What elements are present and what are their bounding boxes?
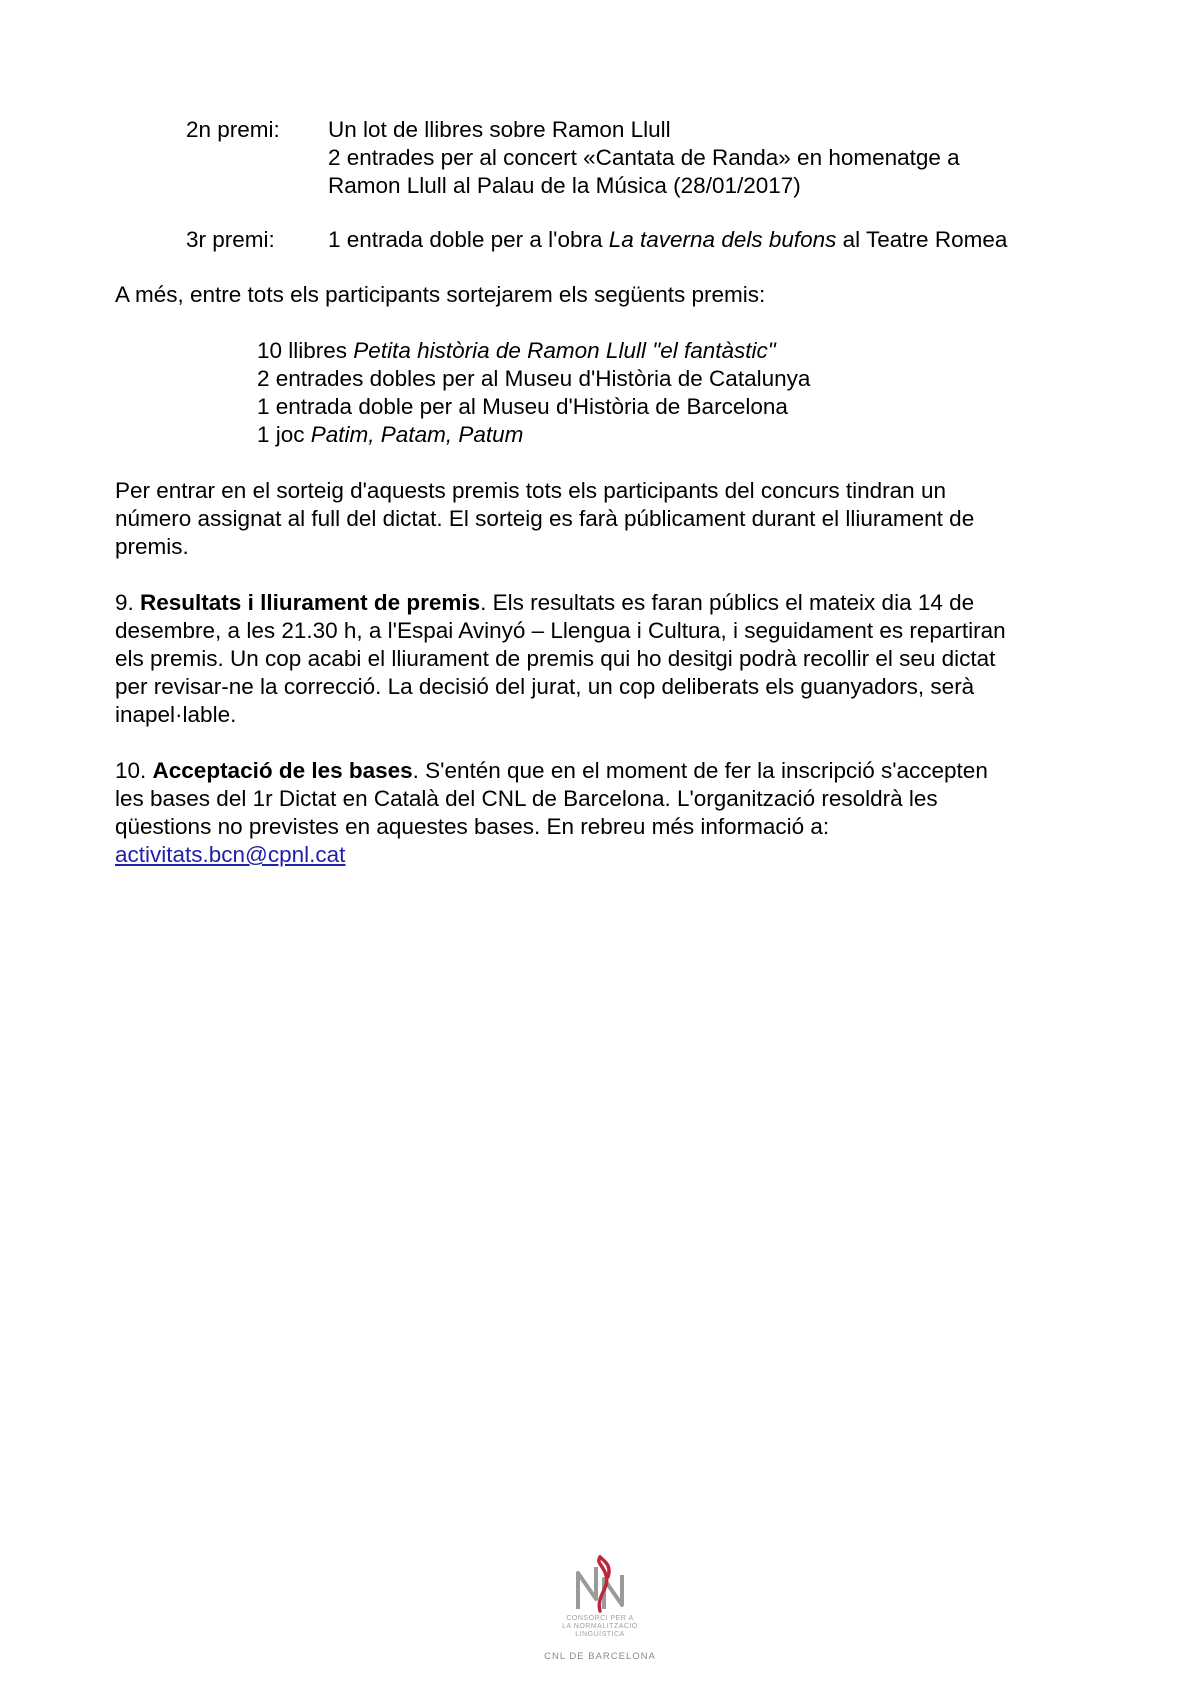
section-9	[115, 589, 1075, 729]
prize-line: 2 entrades per al concert «Cantata de Randa» en homenatge a	[328, 145, 960, 170]
prize-label: 2n premi:	[186, 117, 280, 142]
book-title: Petita història de Ramon Llull "el fantàstic"	[353, 338, 776, 363]
paragraph-line: per revisar-ne la correcció. La decisió del jurat, un cop deliberats els guanyadors, serà	[115, 674, 975, 699]
logo-org-line: LINGÜÍSTICA	[575, 1631, 625, 1638]
item-text: 1 joc	[257, 422, 311, 447]
game-title: Patim, Patam, Patum	[310, 422, 524, 447]
list-item	[257, 421, 1057, 449]
paragraph-line: Per entrar en el sorteig d'aquests premis tots els participants del concurs tindran un	[115, 478, 946, 503]
prize-line	[328, 226, 1088, 254]
item-text: 10 llibres	[257, 338, 354, 363]
section-heading: Resultats i lliurament de premis	[140, 590, 481, 615]
paragraph-line: els premis. Un cop acabi el lliurament de premis qui ho desitgi podrà recollir el seu dictat	[115, 646, 996, 671]
play-title: La taverna dels bufons	[608, 227, 837, 252]
paragraph-line: qüestions no previstes en aquestes bases. En rebreu més informació a:	[115, 814, 830, 839]
logo-org-line: CONSORCI PER A	[566, 1615, 634, 1622]
list-item	[257, 365, 1057, 393]
email-link[interactable]: activitats.bcn@cpnl.cat	[115, 842, 346, 867]
email-line	[115, 841, 1075, 869]
section-first-line	[115, 589, 1075, 617]
raffle-paragraph	[115, 477, 1075, 561]
paragraph-line: número assignat al full del dictat. El sorteig es farà públicament durant el lliurament de	[115, 506, 975, 531]
prize-line: Ramon Llull al Palau de la Música (28/01/2017)	[328, 173, 801, 198]
list-item	[257, 337, 1057, 365]
cnl-logo	[530, 1555, 670, 1675]
section-10	[115, 757, 1075, 869]
section-text: . Els resultats es faran públics el mateix dia 14 de	[480, 590, 975, 615]
list-item	[257, 393, 1057, 421]
section-text: . S'entén que en el moment de fer la inscripció s'accepten	[412, 758, 988, 783]
prize-text: al Teatre Romea	[836, 227, 1008, 252]
logo-org-name	[555, 1615, 645, 1639]
logo-city: CNL DE BARCELONA	[544, 1651, 656, 1662]
section-number: 10.	[115, 758, 153, 783]
prize-line: Un lot de llibres sobre Ramon Llull	[328, 117, 671, 142]
prize-description	[328, 226, 1088, 254]
logo-org-line: LA NORMALITZACIÓ	[562, 1623, 638, 1630]
section-number: 9.	[115, 590, 141, 615]
raffle-intro	[115, 281, 1075, 309]
paragraph-line: premis.	[115, 534, 189, 559]
prize-label: 3r premi:	[186, 227, 275, 252]
prize-description	[328, 116, 1088, 200]
raffle-list	[257, 337, 1057, 449]
paragraph-line: desembre, a les 21.30 h, a l'Espai Avinyó – Llengua i Cultura, i seguidament es repartiran	[115, 618, 1006, 643]
item-text: 1 entrada doble per al Museu d'Història de Barcelona	[257, 394, 788, 419]
paragraph-line: inapel·lable.	[115, 702, 237, 727]
raffle-intro-text: A més, entre tots els participants sortejarem els següents premis:	[115, 282, 766, 307]
paragraph-line: les bases del 1r Dictat en Català del CNL de Barcelona. L'organització resoldrà les	[115, 786, 938, 811]
section-first-line	[115, 757, 1075, 785]
cnl-logo-icon	[570, 1555, 630, 1613]
item-text: 2 entrades dobles per al Museu d'Història de Catalunya	[257, 366, 811, 391]
prize-text: 1 entrada doble per a l'obra	[328, 227, 609, 252]
section-heading: Acceptació de les bases	[152, 758, 413, 783]
